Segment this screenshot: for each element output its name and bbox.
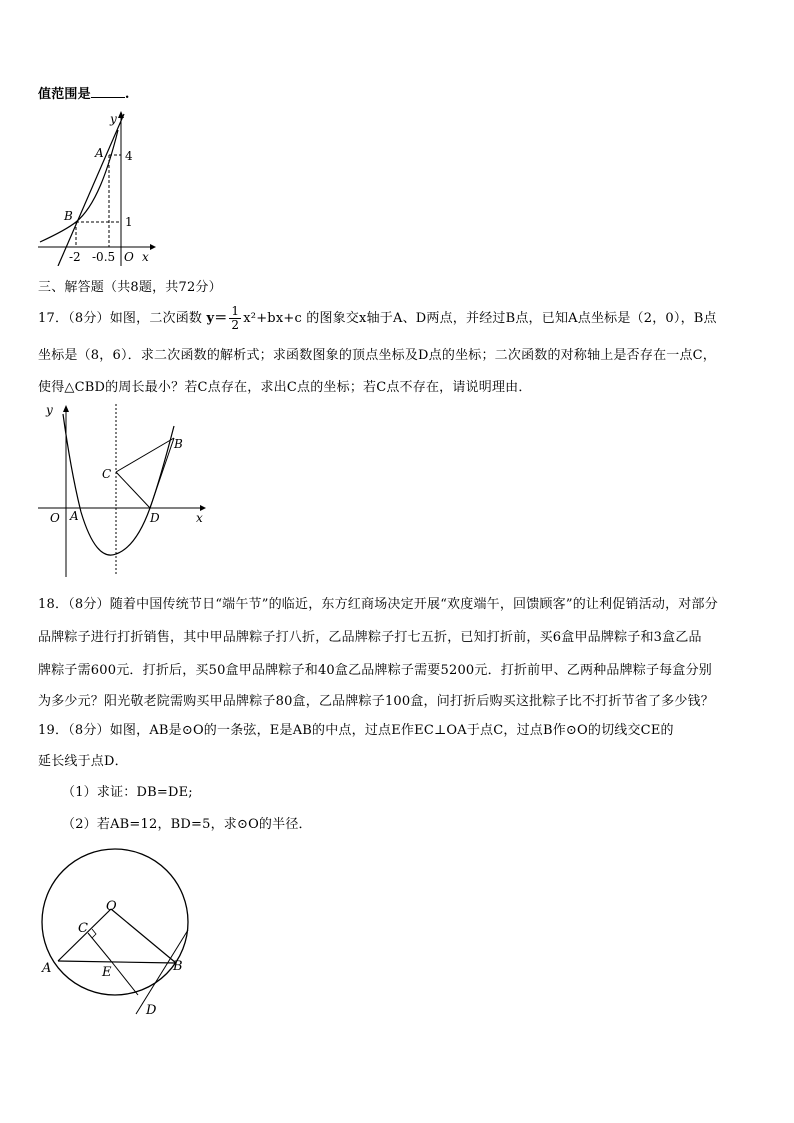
segment-ob: [111, 909, 176, 963]
label-b: B: [174, 437, 183, 451]
label-x: x: [196, 511, 203, 525]
section-heading: 三、解答题（共8题，共72分）: [38, 280, 222, 295]
q19-line1: 19．（8分）如图，AB是⊙O的一条弦，E是AB的中点，过点E作EC⊥OA于点C，过点B作⊙O的切线交CE的: [38, 723, 674, 738]
q17-rest: x²+bx+c 的图象交x轴于A、D两点，并经过B点，已知A点坐标是（2，0），B点: [243, 311, 717, 326]
label-c: C: [102, 467, 112, 481]
circle-o: [42, 849, 188, 995]
label-o: O: [50, 511, 60, 525]
q17-line1: [38, 305, 717, 332]
tick-4: 4: [125, 149, 133, 163]
label-o: O: [124, 250, 134, 264]
figure-19: [36, 842, 196, 1022]
label-a: A: [42, 961, 52, 976]
label-d: D: [150, 511, 160, 525]
q18-line4: 为多少元？阳光敬老院需购买甲品牌粽子80盒，乙品牌粽子100盒，问打折后购买这批粽子比不打折节省了多少钱？: [38, 694, 714, 709]
label-b: B: [64, 209, 73, 223]
parabola: [63, 414, 174, 555]
q19-line2: 延长线于点D．: [38, 754, 128, 769]
curve: [40, 130, 118, 242]
segment-bd: [150, 438, 174, 508]
figure-17: [36, 402, 206, 580]
label-y: y: [46, 403, 53, 417]
segment-ed: [111, 961, 138, 995]
figure-16: [36, 108, 156, 266]
y-axis-arrow: [63, 405, 69, 412]
answer-blank: [91, 85, 125, 98]
fraction-denominator: 2: [231, 318, 240, 332]
label-a: A: [70, 509, 79, 523]
label-b: B: [173, 959, 183, 974]
answer-line-16: [38, 83, 130, 102]
q19-sub2: （2）若AB=12，BD=5，求⊙O的半径．: [62, 817, 312, 832]
label-a: A: [95, 146, 104, 160]
answer-suffix: .: [124, 87, 130, 102]
label-d: D: [146, 1003, 157, 1018]
tick-1: 1: [125, 215, 133, 229]
q19-sub1: （1）求证：DB=DE;: [62, 785, 193, 800]
x-axis-arrow: [150, 244, 156, 250]
tick-neg2: -2: [69, 250, 81, 264]
fraction-numerator: 1: [231, 304, 240, 318]
chord-ab: [58, 961, 176, 963]
segment-cd: [116, 472, 150, 508]
q17-line3: 使得△CBD的周长最小？若C点存在，求出C点的坐标；若C点不存在，请说明理由．: [38, 380, 532, 395]
q17-line2: 坐标是（8，6）．求二次函数的解析式；求函数图象的顶点坐标及D点的坐标；二次函数的对称轴上是否存在一点C，: [38, 348, 717, 363]
label-y: y: [110, 112, 117, 126]
q18-line3: 牌粽子需600元．打折后，买50盒甲品牌粽子和40盒乙品牌粽子需要5200元．打折前甲、乙两种品牌粽子每盒分别: [38, 663, 712, 678]
label-x: x: [142, 250, 149, 264]
answer-prefix: 值范围是: [38, 87, 91, 102]
line-ab: [58, 114, 124, 266]
q17-y-equals: y＝: [206, 311, 228, 326]
tick-neg05: -0.5: [92, 250, 116, 264]
q17-prefix: 17．（8分）如图，二次函数: [38, 311, 207, 326]
label-c: C: [78, 921, 88, 936]
segment-cb: [116, 438, 174, 472]
q18-line2: 品牌粽子进行打折销售，其中甲品牌粽子打八折，乙品牌粽子打七五折，已知打折前，买6盒甲品牌粽子和3盒乙品: [38, 630, 702, 645]
segment-ce: [88, 933, 111, 961]
label-o: O: [106, 899, 117, 914]
q17-fraction: [229, 305, 241, 332]
right-angle-mark: [92, 929, 96, 938]
q18-line1: 18．（8分）随着中国传统节日“端午节”的临近，东方红商场决定开展“欢度端午，回馈顾客”的让利促销活动，对部分: [38, 597, 718, 612]
label-e: E: [102, 965, 112, 980]
